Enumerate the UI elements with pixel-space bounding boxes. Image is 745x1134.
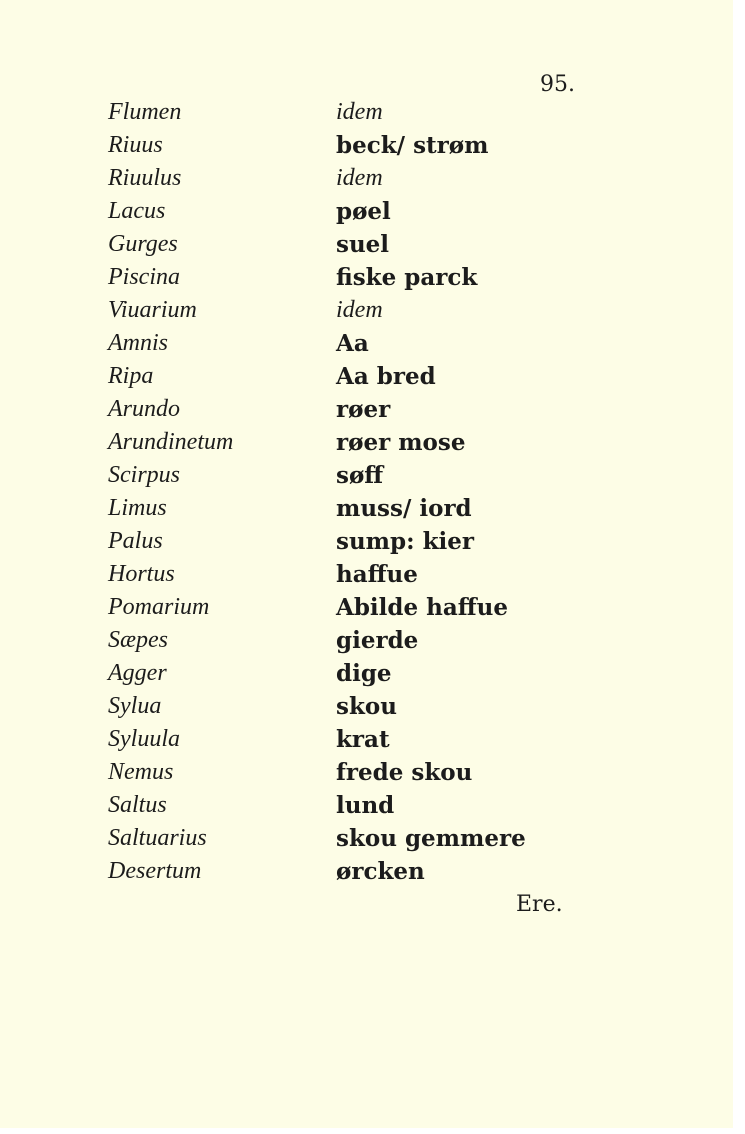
latin-term: Piscina bbox=[108, 264, 180, 290]
latin-term: Saltuarius bbox=[108, 825, 207, 851]
latin-term: Desertum bbox=[108, 858, 202, 884]
word-entry-row bbox=[0, 789, 733, 822]
danish-translation: frede skou bbox=[336, 759, 473, 786]
word-entry-row bbox=[0, 558, 733, 591]
word-entry-row bbox=[0, 162, 733, 195]
word-entry-row bbox=[0, 723, 733, 756]
danish-translation: idem bbox=[336, 99, 383, 125]
word-entry-row bbox=[0, 129, 733, 162]
latin-term: Sæpes bbox=[108, 627, 168, 653]
latin-term: Riuulus bbox=[108, 165, 182, 191]
danish-translation: skou bbox=[336, 693, 397, 720]
latin-term: Gurges bbox=[108, 231, 178, 257]
catchword: Ere. bbox=[516, 892, 563, 917]
word-entry-row bbox=[0, 426, 733, 459]
word-entry-row bbox=[0, 525, 733, 558]
latin-term: Scirpus bbox=[108, 462, 180, 488]
latin-term: Arundinetum bbox=[108, 429, 234, 455]
latin-term: Hortus bbox=[108, 561, 175, 587]
danish-translation: pøel bbox=[336, 198, 391, 225]
word-entry-row bbox=[0, 591, 733, 624]
danish-translation: røer mose bbox=[336, 429, 466, 456]
danish-translation: haffue bbox=[336, 561, 418, 588]
danish-translation: suel bbox=[336, 231, 390, 258]
latin-term: Sylua bbox=[108, 693, 162, 719]
danish-translation: røer bbox=[336, 396, 391, 423]
latin-term: Saltus bbox=[108, 792, 167, 818]
danish-translation: skou gemmere bbox=[336, 825, 526, 852]
danish-translation: idem bbox=[336, 297, 383, 323]
word-entry-row bbox=[0, 492, 733, 525]
latin-term: Palus bbox=[108, 528, 163, 554]
danish-translation: ørcken bbox=[336, 858, 425, 885]
word-entry-row bbox=[0, 228, 733, 261]
latin-term: Riuus bbox=[108, 132, 163, 158]
danish-translation: sump: kier bbox=[336, 528, 475, 555]
latin-term: Limus bbox=[108, 495, 167, 521]
word-list bbox=[0, 96, 733, 888]
latin-term: Amnis bbox=[108, 330, 168, 356]
word-entry-row bbox=[0, 360, 733, 393]
word-entry-row bbox=[0, 195, 733, 228]
danish-translation: krat bbox=[336, 726, 390, 753]
scan-margin-bottom bbox=[0, 1128, 745, 1134]
word-entry-row bbox=[0, 459, 733, 492]
page-number: 95. bbox=[540, 72, 575, 97]
latin-term: Nemus bbox=[108, 759, 174, 785]
danish-translation: beck/ strøm bbox=[336, 132, 489, 159]
danish-translation: lund bbox=[336, 792, 395, 819]
danish-translation: idem bbox=[336, 165, 383, 191]
latin-term: Pomarium bbox=[108, 594, 210, 620]
latin-term: Flumen bbox=[108, 99, 182, 125]
word-entry-row bbox=[0, 756, 733, 789]
danish-translation: Abilde haffue bbox=[336, 594, 508, 621]
word-entry-row bbox=[0, 393, 733, 426]
latin-term: Lacus bbox=[108, 198, 166, 224]
word-entry-row bbox=[0, 855, 733, 888]
word-entry-row bbox=[0, 822, 733, 855]
danish-translation: søff bbox=[336, 462, 384, 489]
danish-translation: Aa bbox=[336, 330, 369, 357]
word-entry-row bbox=[0, 96, 733, 129]
word-entry-row bbox=[0, 294, 733, 327]
danish-translation: gierde bbox=[336, 627, 419, 654]
latin-term: Agger bbox=[108, 660, 167, 686]
word-entry-row bbox=[0, 624, 733, 657]
latin-term: Arundo bbox=[108, 396, 180, 422]
latin-term: Syluula bbox=[108, 726, 180, 752]
word-entry-row bbox=[0, 261, 733, 294]
latin-term: Viuarium bbox=[108, 297, 197, 323]
word-entry-row bbox=[0, 657, 733, 690]
danish-translation: fiske parck bbox=[336, 264, 478, 291]
word-entry-row bbox=[0, 327, 733, 360]
danish-translation: muss/ iord bbox=[336, 495, 472, 522]
latin-term: Ripa bbox=[108, 363, 154, 389]
danish-translation: dige bbox=[336, 660, 392, 687]
scan-margin-right bbox=[733, 0, 745, 1134]
danish-translation: Aa bred bbox=[336, 363, 436, 390]
word-entry-row bbox=[0, 690, 733, 723]
